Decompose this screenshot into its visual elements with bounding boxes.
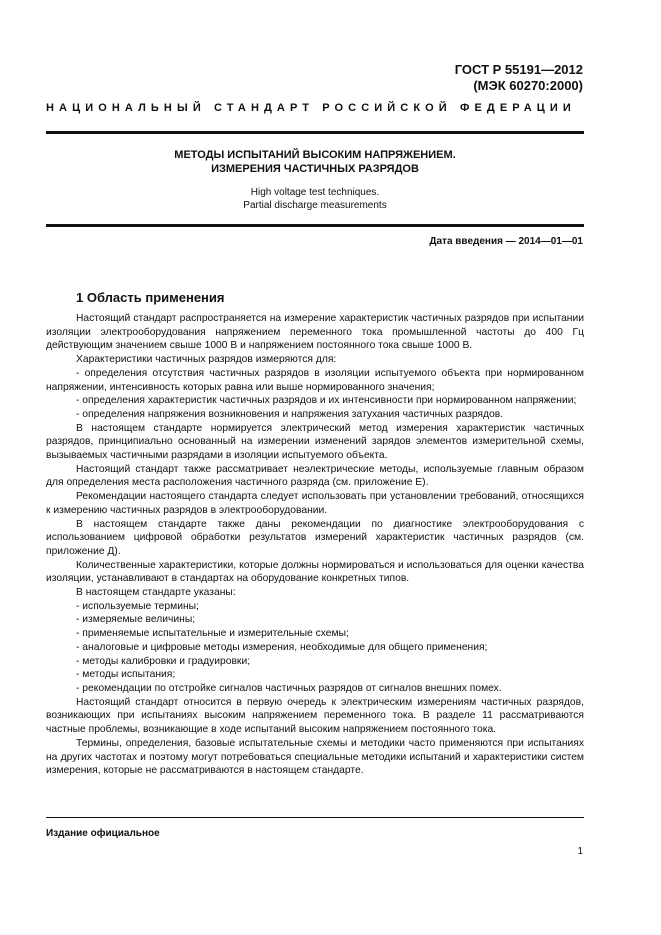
list-item: - аналоговые и цифровые методы измерения, необходимые для общего применения; (76, 641, 488, 653)
official-edition-note: Издание официальное (46, 828, 160, 839)
paragraph: Характеристики частичных разрядов измеряются для: (76, 354, 337, 366)
iec-reference: (МЭК 60270:2000) (473, 78, 583, 93)
paragraph: Настоящий стандарт также рассматривает неэлектрические методы, используемые главным образом для определения места расположения частичного разряда (см. приложение Е). (46, 463, 584, 489)
footer-divider (46, 817, 584, 818)
list-item: - определения отсутствия частичных разрядов в изоляции испытуемого объекта при нормированном напряжении, интенсивность которых равна или выше нормированного значения; (46, 367, 584, 393)
introduction-date: Дата введения — 2014—01—01 (429, 236, 583, 247)
list-item: - определения характеристик частичных разрядов и их интенсивности при нормированном напряжении; (76, 395, 577, 407)
paragraph: Настоящий стандарт относится в первую очередь к электрическим измерениям частичных разрядов, возникающих при испытаниях высоким напряжением переменного тока. В разделе 11 рассматриваются частные проблемы, возникающие в ходе испытаний высоким напряжением постоянного тока. (46, 696, 584, 736)
list-item: - методы калибровки и градуировки; (76, 655, 251, 667)
title-ru-line-2: ИЗМЕРЕНИЯ ЧАСТИЧНЫХ РАЗРЯДОВ (211, 163, 419, 175)
document-title-ru (46, 148, 584, 176)
document-title-en (46, 186, 584, 212)
paragraph: Настоящий стандарт распространяется на измерение характеристик частичных разрядов при испытании изоляции электрооборудования напряжением переменного тока промышленной частоты до 400 Гц действующим значением свыше 1000 В и напряжением постоянного тока свыше 1000 В. (46, 313, 584, 352)
list-item: - методы испытания; (76, 669, 176, 681)
paragraph: Термины, определения, базовые испытательные схемы и методики часто применяются при испытаниях на других частотах и поэтому могут потребоваться специальные методики испытаний и характеристики систем измерения, которые не рассматриваются в настоящем стандарте. (46, 737, 584, 777)
national-standard-banner: НАЦИОНАЛЬНЫЙ СТАНДАРТ РОССИЙСКОЙ ФЕДЕРАЦИИ (46, 102, 576, 114)
top-divider (46, 131, 584, 134)
paragraph: В настоящем стандарте указаны: (76, 587, 236, 599)
title-en-line-1: High voltage test techniques. (250, 187, 380, 198)
page-number: 1 (577, 846, 583, 857)
standard-number-block (455, 62, 583, 94)
list-item: - измеряемые величины; (76, 614, 196, 626)
paragraph: Рекомендации настоящего стандарта следует использовать при установлении требований, относящихся к измерению частичных разрядов в электрооборудовании. (46, 491, 584, 516)
standard-number: ГОСТ Р 55191—2012 (454, 62, 583, 77)
paragraph: Количественные характеристики, которые должны нормироваться и использоваться для оценки качества изоляции, устанавливают в стандартах на оборудование конкретных типов. (46, 559, 584, 585)
title-divider (46, 224, 584, 227)
section-body (46, 312, 584, 778)
list-item: - определения напряжения возникновения и напряжения затухания частичных разрядов. (76, 408, 504, 420)
paragraph: В настоящем стандарте также даны рекомендации по диагностике электрооборудования с использованием цифровой обработки результатов измерений характеристик частичных разрядов (см. приложение Д). (46, 518, 584, 557)
section-heading: 1 Область применения (76, 290, 225, 305)
title-ru-line-1: МЕТОДЫ ИСПЫТАНИЙ ВЫСОКИМ НАПРЯЖЕНИЕМ. (174, 149, 456, 161)
paragraph: В настоящем стандарте нормируется электрический метод измерения характеристик частичных разрядов, принципиально основанный на измерении изменений зарядов элементов измерительной схемы, вызываемых частичными разрядами в изоляции испытуемого объекта. (46, 422, 584, 462)
title-en-line-2: Partial discharge measurements (243, 200, 387, 211)
list-item: - используемые термины; (76, 600, 199, 612)
list-item: - применяемые испытательные и измерительные схемы; (76, 628, 349, 640)
list-item: - рекомендации по отстройке сигналов частичных разрядов от сигналов внешних помех. (76, 682, 502, 694)
